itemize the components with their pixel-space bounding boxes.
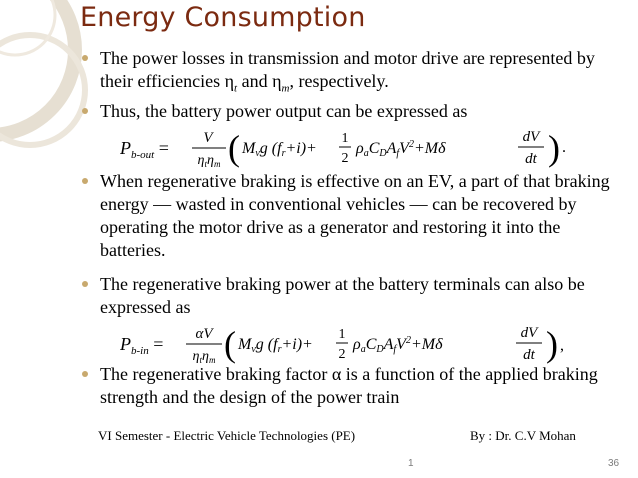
bullet-marker [82,108,88,114]
footer-course: VI Semester - Electric Vehicle Technologies (PE) [98,428,356,443]
svg-text:αV: αV [195,326,213,342]
page-indicator: 1 [408,458,414,469]
footer-author: By : Dr. C.V Mohan [470,428,576,443]
svg-text:V: V [203,130,213,146]
svg-text:2: 2 [341,151,349,166]
svg-text:(: ( [228,128,240,168]
svg-text:Mvg (fr+i)+: Mvg (fr+i)+ [242,140,317,159]
svg-text:): ) [548,128,560,168]
svg-text:,: , [560,337,564,354]
svg-text:ηtηm: $\eta_t\eta_m$ [197,153,221,169]
svg-text:dt: dt [525,151,537,167]
svg-text:dV: dV [522,129,540,145]
bullet-marker [82,178,88,184]
svg-text:Pb-out =: $P_{b-out}$ = [120,138,169,161]
svg-text:Mvg (fr+i)+: Mvg (fr+i)+ [238,336,313,355]
svg-text:Pb-in =: $P_{b-in}$ = [120,334,164,357]
bullet-marker [82,281,88,287]
bullet-marker [82,371,88,377]
svg-text:dV: dV [520,325,538,341]
formula-p-b-in [120,318,600,366]
bullet-marker [82,55,88,61]
svg-text:dt: dt [523,347,535,363]
svg-text:1: 1 [341,131,349,146]
svg-text:ρaCDAfV2+Mδ: ρaCDAfV$^2$+Mδ [353,335,443,355]
slide-number: 36 [608,458,620,469]
formula-p-b-out [120,122,600,170]
svg-text:ηtηm: $\eta_t\eta_m$ [192,349,216,365]
svg-text:2: 2 [338,347,346,362]
svg-text:.: . [562,139,566,156]
slide-title: Energy Consumption [80,2,366,33]
svg-text:1: 1 [338,327,346,342]
svg-text:(: ( [224,324,236,364]
svg-text:): ) [546,324,558,364]
svg-text:ρaCDAfV2+Mδ: ρaCDAfV$^2$+Mδ [356,139,446,159]
